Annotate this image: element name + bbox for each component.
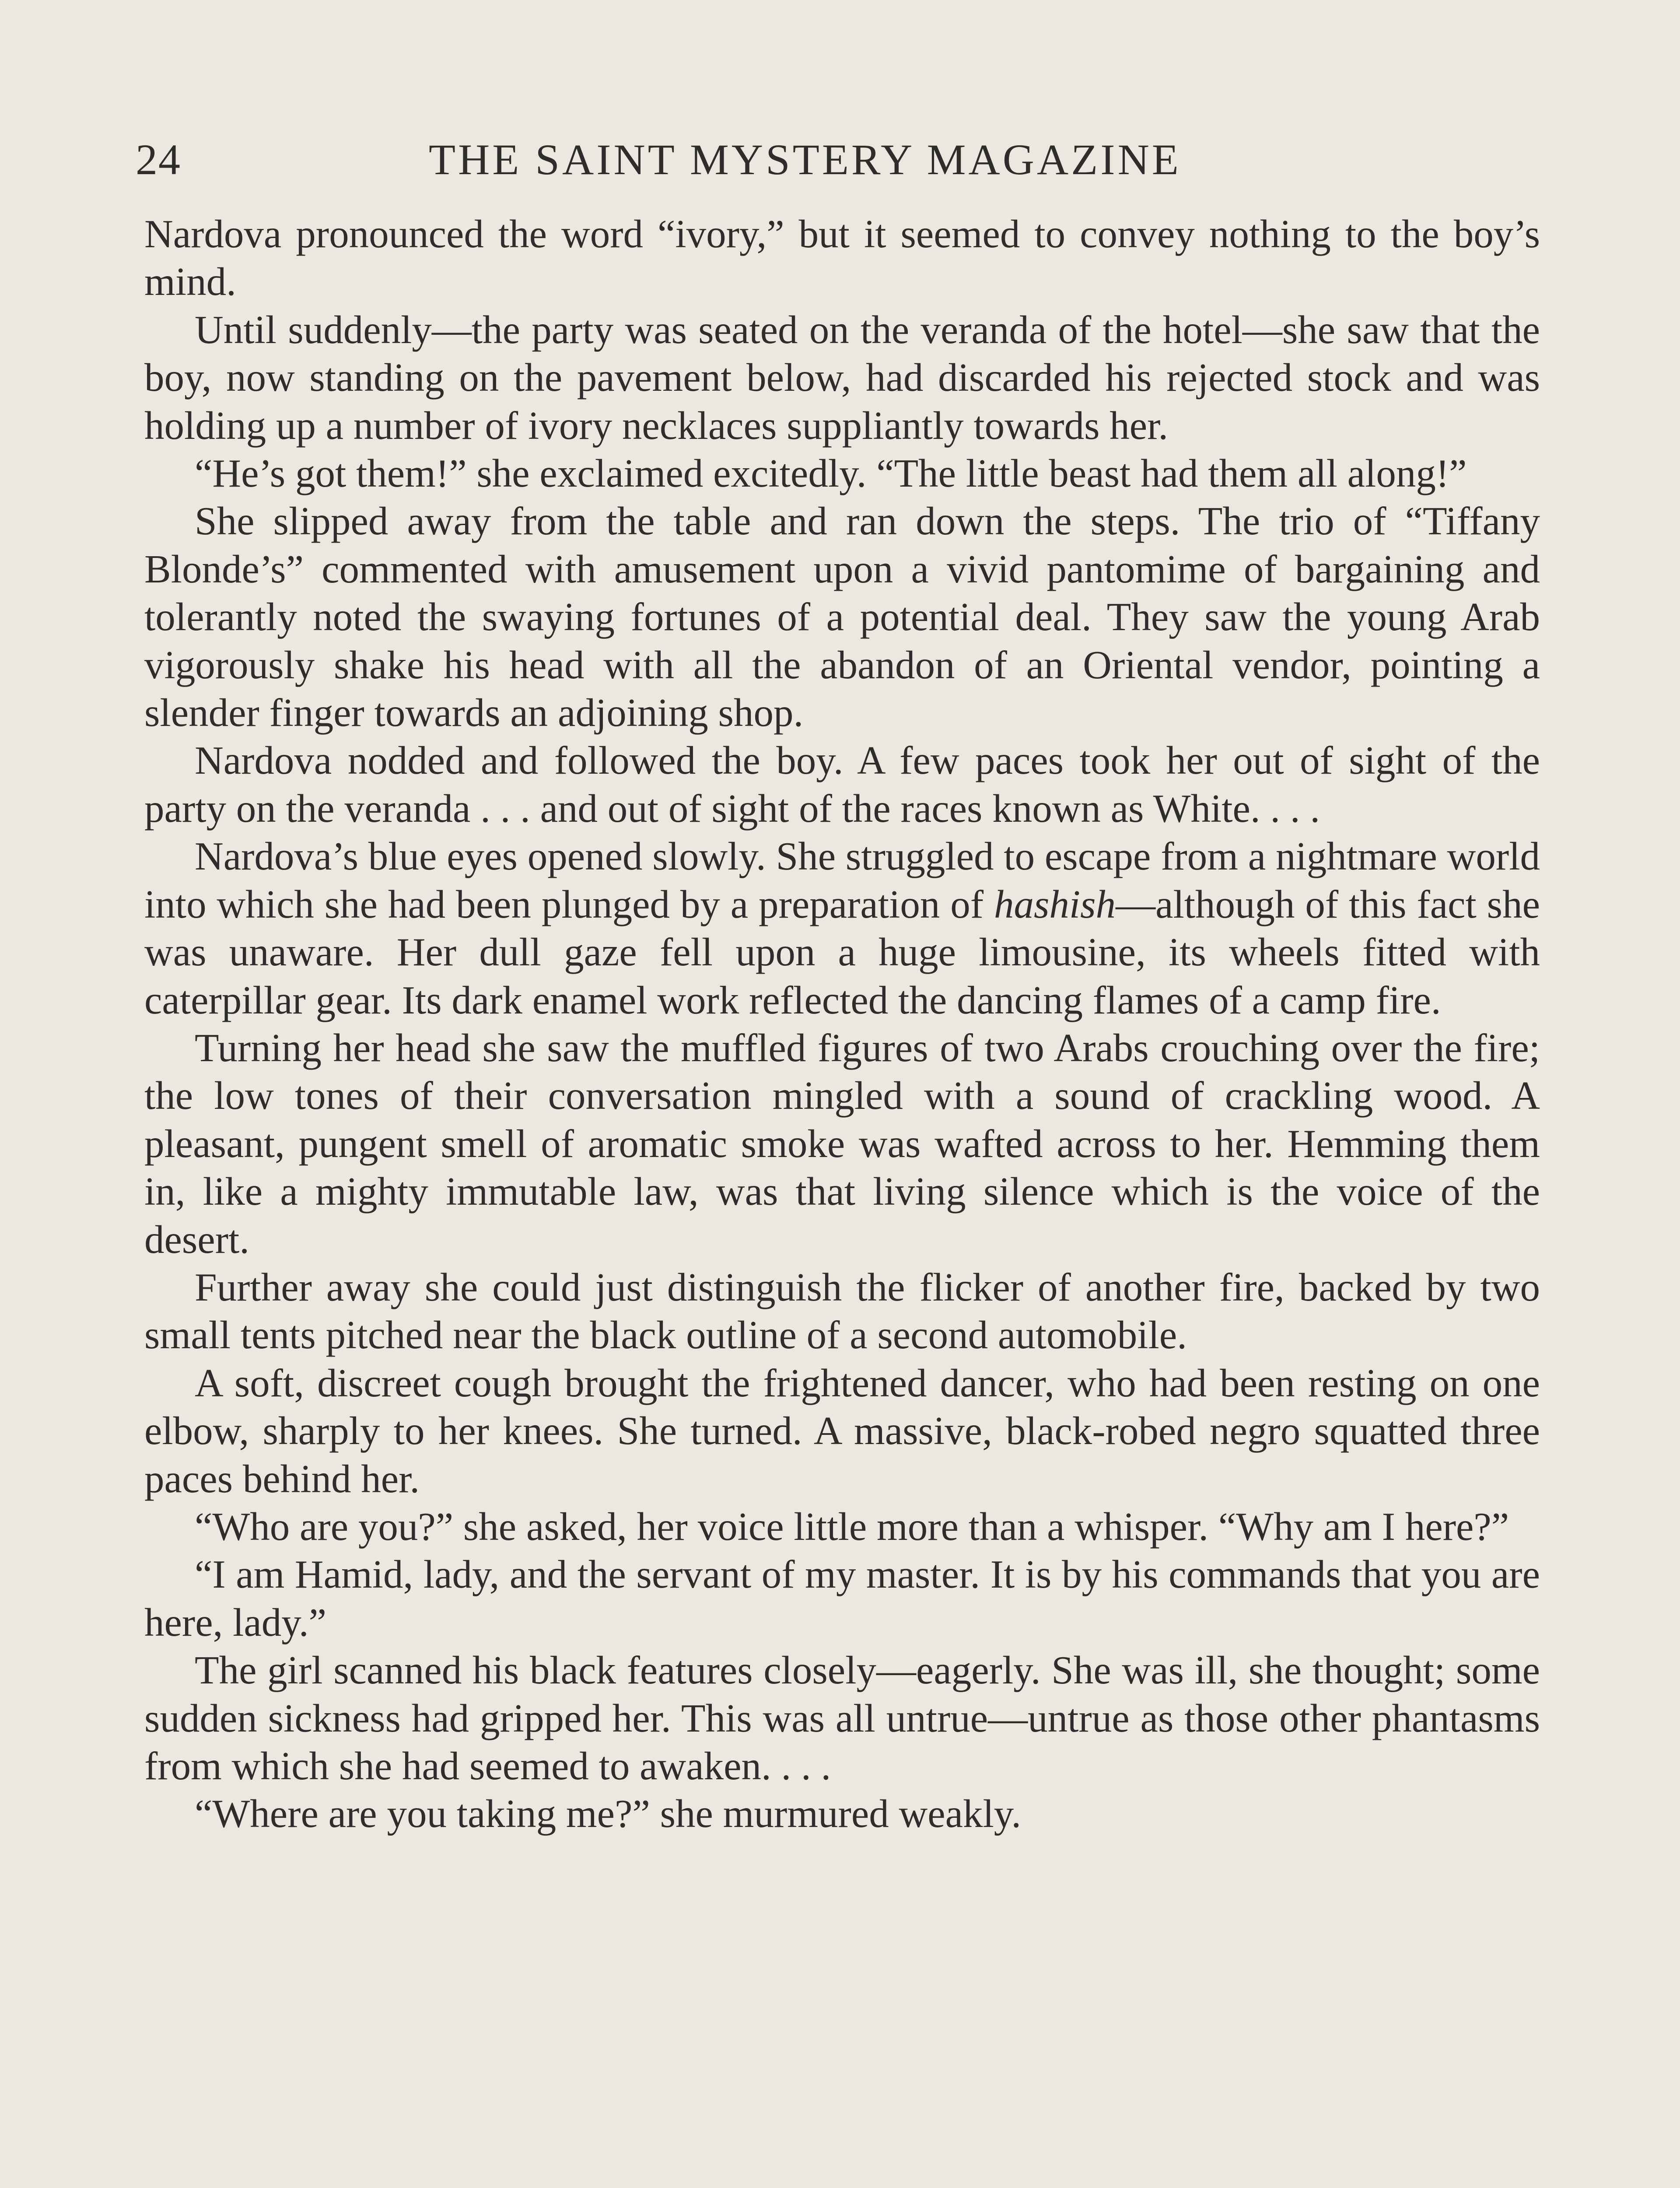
paragraph: Further away she could just distinguish the flicker of another fire, backed by two small tents pitched near the black outline of a second automobile. (144, 1265, 1540, 1357)
paragraph: Nardova pronounced the word “ivory,” but it seemed to convey nothing to the boy’s mind. (144, 212, 1540, 304)
page-number: 24 (136, 135, 181, 184)
paragraph: A soft, discreet cough brought the frightened dancer, who had been resting on one elbow, sharply to her knees. She turned. A massive, black-robed negro squatted three paces behind her. (144, 1360, 1540, 1501)
paragraph: “Who are you?” she asked, her voice little more than a whisper. “Why am I here?” (195, 1504, 1509, 1549)
running-head (131, 127, 1549, 193)
paragraph-text: —although of this fact she was unaware. Her dull gaze fell upon a huge limousine, its wheels fitted with caterpillar gear. Its dark enamel work reflected the dancing flames of a camp fire. (144, 882, 1540, 1022)
paragraph-text: Nardova’s blue eyes opened slowly. She struggled to escape from a nightmare world into which she had been plunged by a preparation of (144, 834, 1540, 926)
paragraph (144, 832, 1540, 1024)
story-text (144, 210, 1540, 1838)
paragraph: Turning her head she saw the muffled figures of two Arabs crouching over the fire; the low tones of their conversation mingled with a sound of crackling wood. A pleasant, pungent smell of aromatic smoke was wafted across to her. Hemming them in, like a mighty immutable law, was that living silence which is the voice of the desert. (144, 1025, 1540, 1262)
paragraph: “Where are you taking me?” she murmured weakly. (195, 1792, 1022, 1836)
paragraph: “He’s got them!” she exclaimed excitedly. “The little beast had them all along!” (195, 451, 1467, 496)
paragraph: The girl scanned his black features closely—eagerly. She was ill, she thought; some sudden sickness had gripped her. This was all untrue—untrue as those other phantasms from which she had seemed to awaken. . . . (144, 1648, 1540, 1788)
italic-word: hashish (994, 882, 1116, 926)
paragraph: Until suddenly—the party was seated on the veranda of the hotel—she saw that the boy, now standing on the pavement below, had discarded his rejected stock and was holding up a number of ivory necklaces suppliantly towards her. (144, 307, 1540, 448)
paragraph: Nardova nodded and followed the boy. A few paces took her out of sight of the party on the veranda . . . and out of sight of the races known as White. . . . (144, 738, 1540, 831)
paragraph: “I am Hamid, lady, and the servant of my master. It is by his commands that you are here, lady.” (144, 1552, 1540, 1645)
paragraph: She slipped away from the table and ran down the steps. The trio of “Tiffany Blonde’s” commented with amusement upon a vivid pantomime of bargaining and tolerantly noted the swaying fortunes of a potential deal. They saw the young Arab vigorously shake his head with all the abandon of an Oriental vendor, pointing a slender finger towards an adjoining shop. (144, 499, 1540, 735)
magazine-title: THE SAINT MYSTERY MAGAZINE (429, 135, 1181, 184)
